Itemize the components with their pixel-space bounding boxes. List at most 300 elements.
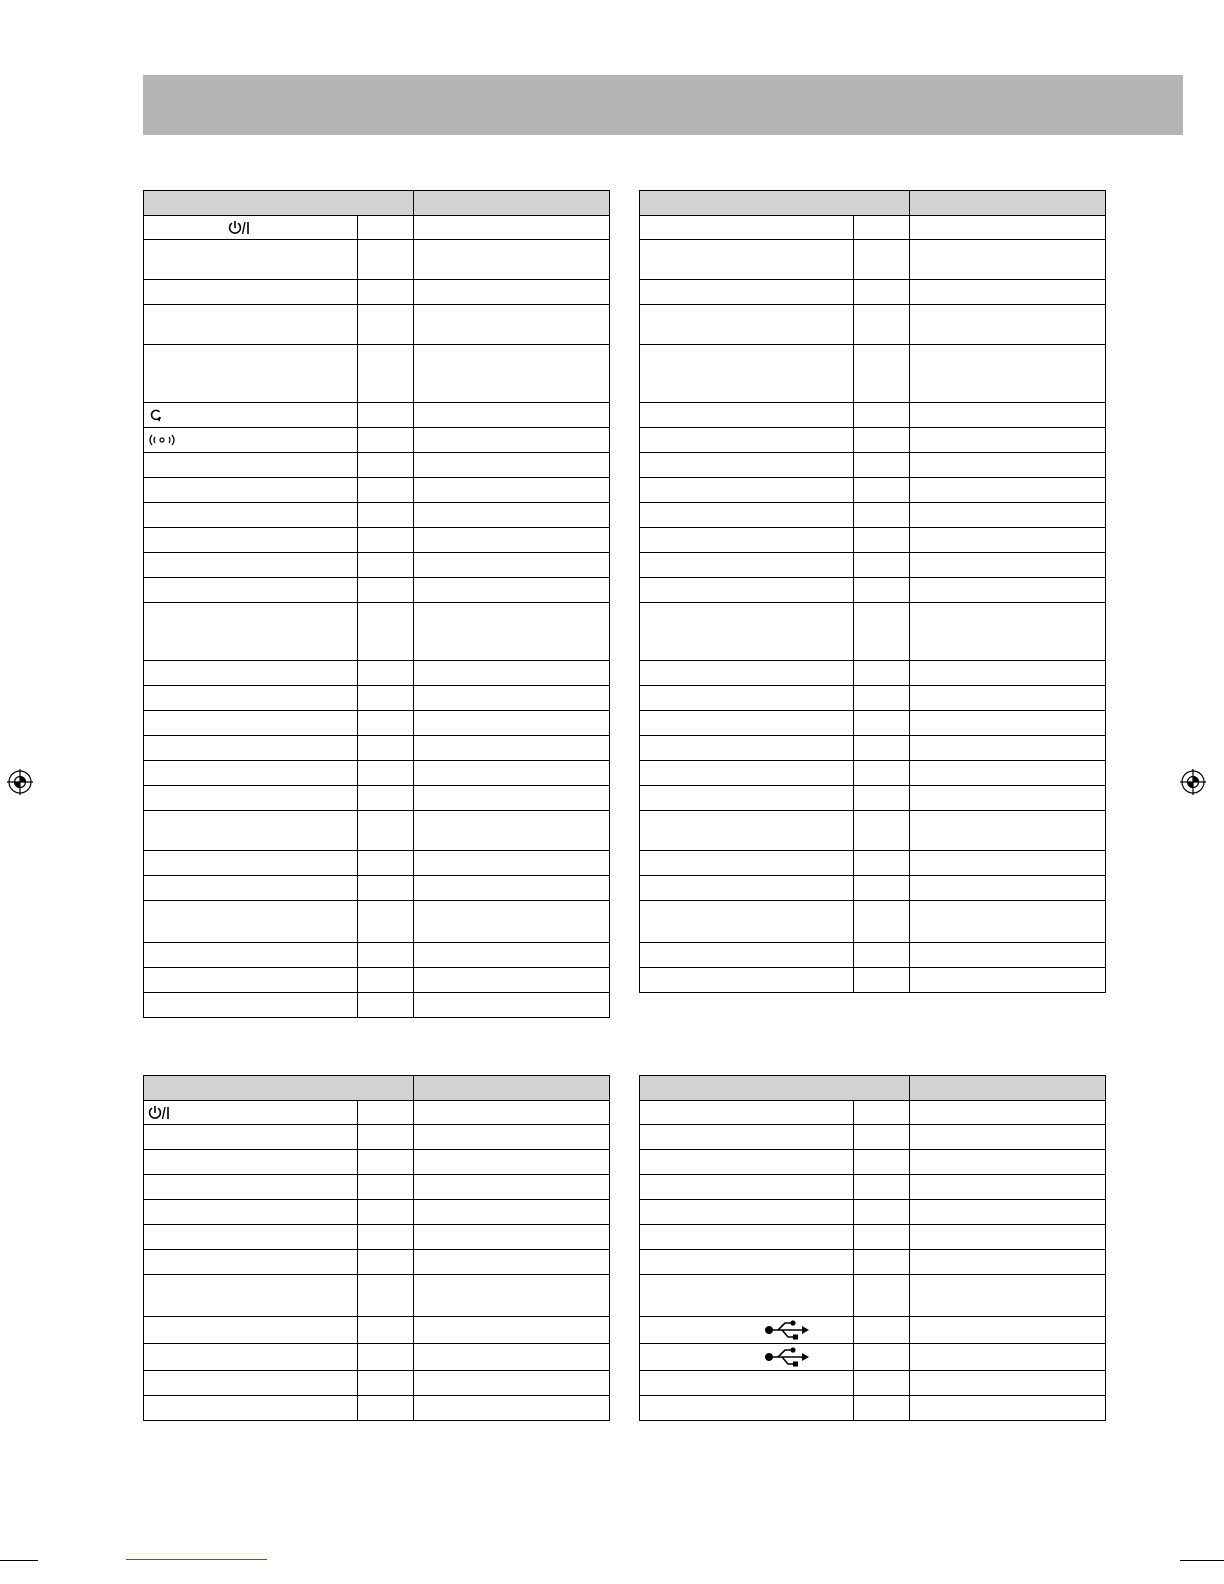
- page-cell: [854, 851, 910, 876]
- page-cell: [854, 578, 910, 603]
- table-row: [640, 503, 1106, 528]
- table-row: [144, 1275, 610, 1317]
- name-cell: [640, 686, 854, 711]
- description-cell: [414, 851, 610, 876]
- description-cell: [414, 811, 610, 851]
- page-cell: [854, 1150, 910, 1175]
- table-row: [640, 1225, 1106, 1250]
- description-cell: [910, 1396, 1106, 1421]
- name-cell: [144, 1396, 358, 1421]
- name-cell: [640, 1150, 854, 1175]
- description-cell: [414, 1344, 610, 1371]
- name-cell: [144, 553, 358, 578]
- table-row: [144, 528, 610, 553]
- table-row: [640, 1175, 1106, 1200]
- table-row: [144, 851, 610, 876]
- header-cell-description: [910, 191, 1106, 216]
- name-cell: [640, 661, 854, 686]
- description-cell: [910, 761, 1106, 786]
- name-cell: [640, 943, 854, 968]
- description-cell: [910, 553, 1106, 578]
- description-cell: [414, 403, 610, 428]
- page-cell: [854, 478, 910, 503]
- name-cell: [640, 478, 854, 503]
- description-cell: [910, 280, 1106, 305]
- name-cell: [144, 478, 358, 503]
- table-row: [640, 1344, 1106, 1371]
- page-cell: [854, 1344, 910, 1371]
- name-cell: [640, 1101, 854, 1125]
- table-row: [144, 280, 610, 305]
- table-row: [640, 1150, 1106, 1175]
- page-cell: [854, 528, 910, 553]
- table-header-row: [144, 191, 610, 216]
- table-row: [144, 603, 610, 661]
- description-cell: [414, 528, 610, 553]
- description-cell: [414, 345, 610, 403]
- name-cell: [144, 240, 358, 280]
- power-icon: [228, 220, 250, 236]
- name-cell: [640, 901, 854, 943]
- table-row: [144, 1150, 610, 1175]
- page-cell: [854, 1371, 910, 1396]
- page-cell: [854, 661, 910, 686]
- table-row: [144, 786, 610, 811]
- table-row: [640, 345, 1106, 403]
- page-cell: [854, 240, 910, 280]
- function-table: [639, 1075, 1106, 1421]
- page-cell: [854, 503, 910, 528]
- table-row: [144, 993, 610, 1018]
- description-cell: [414, 1250, 610, 1275]
- description-cell: [414, 968, 610, 993]
- description-cell: [910, 876, 1106, 901]
- name-cell: [144, 711, 358, 736]
- table-row: [144, 305, 610, 345]
- table-row: [144, 1101, 610, 1125]
- name-cell: [144, 686, 358, 711]
- name-cell: [640, 1225, 854, 1250]
- page-cell: [358, 851, 414, 876]
- description-cell: [910, 1275, 1106, 1317]
- name-cell: [144, 1344, 358, 1371]
- page-cell: [358, 305, 414, 345]
- name-cell: [144, 1250, 358, 1275]
- name-cell: [144, 280, 358, 305]
- description-cell: [910, 1344, 1106, 1371]
- page-cell: [854, 761, 910, 786]
- name-cell: [640, 736, 854, 761]
- name-cell: [640, 1175, 854, 1200]
- name-cell: [144, 661, 358, 686]
- table-row: [144, 503, 610, 528]
- description-cell: [910, 345, 1106, 403]
- name-cell: [640, 603, 854, 661]
- description-cell: [910, 478, 1106, 503]
- page-cell: [854, 428, 910, 453]
- description-cell: [910, 736, 1106, 761]
- description-cell: [414, 1150, 610, 1175]
- name-cell: [144, 901, 358, 943]
- description-cell: [910, 1225, 1106, 1250]
- table-row: [640, 943, 1106, 968]
- name-cell: [640, 216, 854, 240]
- name-cell: [144, 1200, 358, 1225]
- description-cell: [910, 1371, 1106, 1396]
- page-cell: [358, 280, 414, 305]
- description-cell: [414, 1396, 610, 1421]
- description-cell: [910, 661, 1106, 686]
- page-cell: [854, 453, 910, 478]
- name-cell: [144, 993, 358, 1018]
- name-cell: [144, 1150, 358, 1175]
- page-cell: [854, 1200, 910, 1225]
- table-row: [144, 686, 610, 711]
- description-cell: [414, 1317, 610, 1344]
- table-row: [640, 1317, 1106, 1344]
- name-cell: [640, 968, 854, 993]
- name-cell: [640, 876, 854, 901]
- table-row: [640, 1200, 1106, 1225]
- name-cell: [640, 1250, 854, 1275]
- page-cell: [358, 1150, 414, 1175]
- description-cell: [414, 603, 610, 661]
- page-cell: [854, 1250, 910, 1275]
- page-cell: [358, 240, 414, 280]
- repeat-icon: [148, 408, 164, 422]
- name-cell: [640, 1275, 854, 1317]
- page-cell: [358, 711, 414, 736]
- header-cell-button-name: [144, 191, 414, 216]
- name-cell: [640, 1371, 854, 1396]
- description-cell: [414, 686, 610, 711]
- description-cell: [910, 968, 1106, 993]
- table-row: [144, 811, 610, 851]
- description-cell: [414, 901, 610, 943]
- name-cell: [144, 305, 358, 345]
- name-cell: [640, 403, 854, 428]
- page-cell: [854, 711, 910, 736]
- table-row: [640, 478, 1106, 503]
- name-cell: [144, 345, 358, 403]
- description-cell: [414, 553, 610, 578]
- crop-line: [0, 1560, 38, 1561]
- name-cell: [640, 761, 854, 786]
- name-cell: [144, 453, 358, 478]
- table-row: [640, 736, 1106, 761]
- description-cell: [414, 240, 610, 280]
- page-cell: [854, 1101, 910, 1125]
- header-cell-description: [414, 1076, 610, 1101]
- description-cell: [414, 453, 610, 478]
- description-cell: [910, 811, 1106, 851]
- page-cell: [358, 1101, 414, 1125]
- name-cell: [144, 403, 358, 428]
- table-row: [640, 876, 1106, 901]
- name-cell: [640, 428, 854, 453]
- description-cell: [910, 503, 1106, 528]
- page-cell: [358, 661, 414, 686]
- page-cell: [854, 876, 910, 901]
- name-cell: [144, 1125, 358, 1150]
- header-cell-description: [910, 1076, 1106, 1101]
- table-row: [144, 943, 610, 968]
- name-cell: [144, 578, 358, 603]
- page-cell: [358, 578, 414, 603]
- crop-line: [126, 1559, 267, 1560]
- description-cell: [414, 1200, 610, 1225]
- description-cell: [414, 1275, 610, 1317]
- description-cell: [414, 216, 610, 240]
- usb-icon: [764, 1346, 810, 1368]
- table-row: [144, 553, 610, 578]
- function-table-bottom-right: [639, 1075, 1106, 1421]
- header-cell-button-name: [144, 1076, 414, 1101]
- page-cell: [854, 553, 910, 578]
- function-table-top-right: [639, 190, 1106, 993]
- name-cell: [640, 786, 854, 811]
- page-cell: [358, 943, 414, 968]
- description-cell: [414, 428, 610, 453]
- header-cell-button-name: [640, 191, 910, 216]
- name-cell: [144, 851, 358, 876]
- page-cell: [854, 1125, 910, 1150]
- table-row: [144, 578, 610, 603]
- description-cell: [910, 1125, 1106, 1150]
- page-cell: [358, 528, 414, 553]
- page-cell: [854, 901, 910, 943]
- description-cell: [910, 1150, 1106, 1175]
- table-row: [640, 968, 1106, 993]
- page-cell: [358, 811, 414, 851]
- description-cell: [414, 478, 610, 503]
- page-cell: [358, 503, 414, 528]
- table-row: [640, 786, 1106, 811]
- table-row: [144, 1125, 610, 1150]
- name-cell: [144, 1275, 358, 1317]
- name-cell: [144, 736, 358, 761]
- table-row: [144, 1371, 610, 1396]
- table-row: [144, 711, 610, 736]
- name-cell: [144, 761, 358, 786]
- page-cell: [358, 1344, 414, 1371]
- function-table-bottom-left: [143, 1075, 610, 1421]
- table-row: [144, 428, 610, 453]
- page-cell: [358, 968, 414, 993]
- description-cell: [414, 761, 610, 786]
- page-cell: [358, 603, 414, 661]
- description-cell: [414, 786, 610, 811]
- description-cell: [910, 1250, 1106, 1275]
- table-row: [144, 661, 610, 686]
- table-row: [640, 1275, 1106, 1317]
- page-cell: [358, 403, 414, 428]
- name-cell: [640, 553, 854, 578]
- name-cell: [640, 305, 854, 345]
- description-cell: [414, 280, 610, 305]
- power-icon: [148, 1105, 170, 1121]
- table-row: [144, 1317, 610, 1344]
- description-cell: [414, 1101, 610, 1125]
- table-row: [144, 345, 610, 403]
- table-row: [144, 1250, 610, 1275]
- page-cell: [854, 1317, 910, 1344]
- page-cell: [854, 811, 910, 851]
- page-cell: [854, 968, 910, 993]
- name-cell: [144, 1175, 358, 1200]
- name-cell: [144, 943, 358, 968]
- function-table-top-left: [143, 190, 610, 1018]
- description-cell: [414, 661, 610, 686]
- page-cell: [358, 345, 414, 403]
- page-cell: [358, 1275, 414, 1317]
- name-cell: [144, 428, 358, 453]
- page-cell: [358, 993, 414, 1018]
- table-header-row: [144, 1076, 610, 1101]
- name-cell: [640, 578, 854, 603]
- name-cell: [144, 528, 358, 553]
- table-row: [640, 280, 1106, 305]
- name-cell: [144, 811, 358, 851]
- description-cell: [910, 453, 1106, 478]
- name-cell: [640, 1344, 854, 1371]
- page-cell: [358, 786, 414, 811]
- table-row: [640, 240, 1106, 280]
- page-cell: [854, 1275, 910, 1317]
- page-cell: [358, 1175, 414, 1200]
- page-cell: [358, 686, 414, 711]
- name-cell: [640, 851, 854, 876]
- page-cell: [358, 1225, 414, 1250]
- table-row: [144, 1344, 610, 1371]
- description-cell: [414, 711, 610, 736]
- page-cell: [854, 786, 910, 811]
- page-cell: [854, 345, 910, 403]
- name-cell: [640, 528, 854, 553]
- description-cell: [414, 876, 610, 901]
- name-cell: [640, 453, 854, 478]
- page-cell: [358, 1200, 414, 1225]
- page-cell: [358, 478, 414, 503]
- page-cell: [358, 1371, 414, 1396]
- description-cell: [910, 403, 1106, 428]
- description-cell: [414, 736, 610, 761]
- function-table: [639, 190, 1106, 993]
- description-cell: [414, 503, 610, 528]
- description-cell: [910, 786, 1106, 811]
- page-cell: [854, 686, 910, 711]
- table-row: [144, 240, 610, 280]
- table-row: [640, 403, 1106, 428]
- table-row: [640, 811, 1106, 851]
- usb-icon: [764, 1319, 810, 1341]
- description-cell: [414, 1225, 610, 1250]
- description-cell: [414, 578, 610, 603]
- page-cell: [358, 1125, 414, 1150]
- page-cell: [358, 216, 414, 240]
- header-cell-description: [414, 191, 610, 216]
- name-cell: [640, 1125, 854, 1150]
- description-cell: [910, 901, 1106, 943]
- description-cell: [414, 993, 610, 1018]
- description-cell: [910, 943, 1106, 968]
- description-cell: [910, 1101, 1106, 1125]
- header-cell-button-name: [640, 1076, 910, 1101]
- table-row: [640, 1371, 1106, 1396]
- page-cell: [854, 216, 910, 240]
- table-row: [144, 1396, 610, 1421]
- name-cell: [640, 240, 854, 280]
- table-row: [640, 661, 1106, 686]
- name-cell: [144, 503, 358, 528]
- description-cell: [414, 1371, 610, 1396]
- name-cell: [144, 603, 358, 661]
- description-cell: [910, 851, 1106, 876]
- registration-mark-icon: [6, 768, 34, 796]
- table-row: [640, 711, 1106, 736]
- table-row: [640, 851, 1106, 876]
- description-cell: [910, 216, 1106, 240]
- name-cell: [640, 1396, 854, 1421]
- page-cell: [854, 1225, 910, 1250]
- table-row: [144, 761, 610, 786]
- description-cell: [910, 305, 1106, 345]
- table-row: [640, 528, 1106, 553]
- function-table: [143, 1075, 610, 1421]
- table-row: [640, 305, 1106, 345]
- page-cell: [854, 943, 910, 968]
- page-cell: [854, 280, 910, 305]
- table-header-row: [640, 1076, 1106, 1101]
- name-cell: [640, 345, 854, 403]
- description-cell: [910, 240, 1106, 280]
- table-row: [640, 553, 1106, 578]
- description-cell: [910, 1200, 1106, 1225]
- name-cell: [144, 1317, 358, 1344]
- page-cell: [358, 901, 414, 943]
- description-cell: [910, 1175, 1106, 1200]
- table-row: [640, 761, 1106, 786]
- name-cell: [144, 1371, 358, 1396]
- description-cell: [910, 1317, 1106, 1344]
- description-cell: [414, 1175, 610, 1200]
- page-cell: [358, 553, 414, 578]
- name-cell: [640, 1317, 854, 1344]
- page-cell: [358, 1317, 414, 1344]
- table-row: [640, 1250, 1106, 1275]
- page-cell: [358, 1396, 414, 1421]
- table-row: [640, 686, 1106, 711]
- page-cell: [358, 1250, 414, 1275]
- table-row: [640, 901, 1106, 943]
- name-cell: [144, 786, 358, 811]
- table-row: [144, 403, 610, 428]
- table-row: [144, 1175, 610, 1200]
- name-cell: [640, 1200, 854, 1225]
- description-cell: [910, 578, 1106, 603]
- registration-mark-icon: [1179, 768, 1207, 796]
- table-row: [144, 968, 610, 993]
- name-cell: [640, 811, 854, 851]
- name-cell: [640, 280, 854, 305]
- page-cell: [854, 403, 910, 428]
- page-cell: [358, 876, 414, 901]
- description-cell: [910, 428, 1106, 453]
- name-cell: [144, 216, 358, 240]
- description-cell: [910, 528, 1106, 553]
- table-row: [640, 1101, 1106, 1125]
- table-row: [640, 453, 1106, 478]
